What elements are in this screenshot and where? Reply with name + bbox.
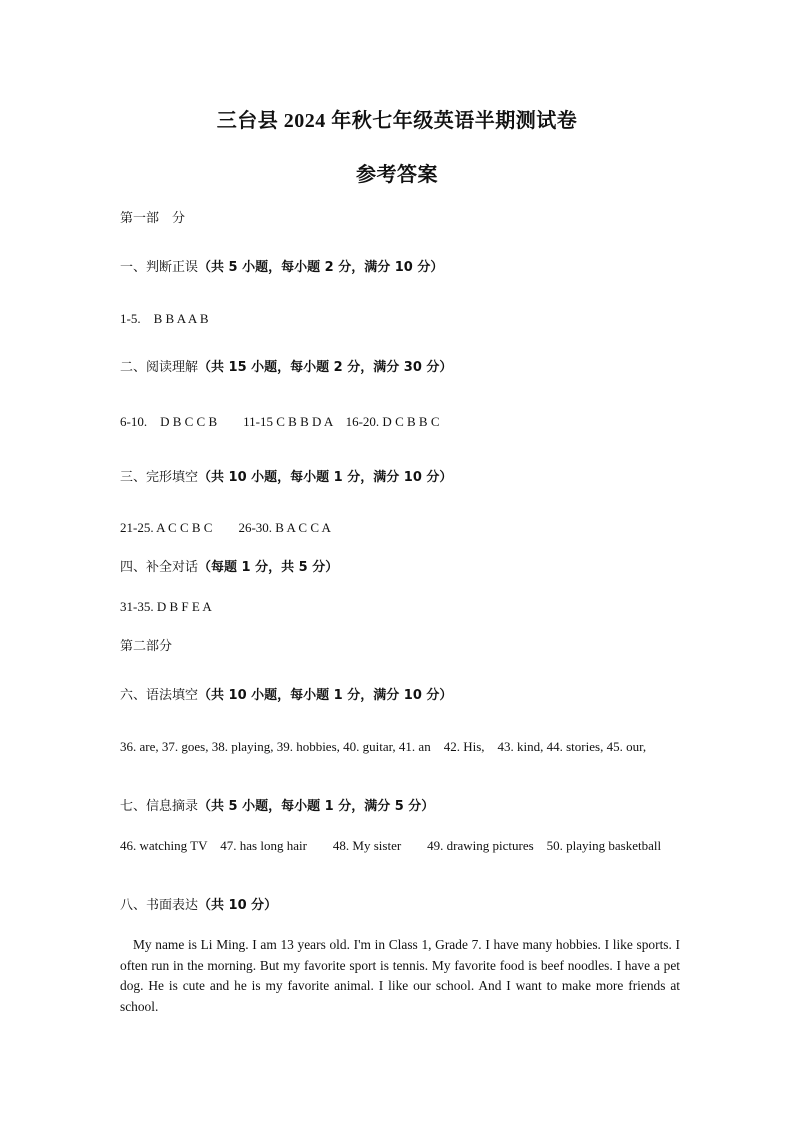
answers-31-35: 31-35. D B F E A (120, 599, 212, 614)
sample-essay: My name is Li Ming. I am 13 years old. I'm in Class 1, Grade 7. I have many hobbies. I like sports. I often run in the morning. But my favorite sport is tennis. My favorite food is beef noodles. I have a pet dog. He is cute and he is my favorite animal. I like our school. And I want to make more friends at school. (120, 937, 680, 1014)
answers-46-50: 46. watching TV 47. has long hair 48. My sister 49. drawing pictures 50. playing basketball (120, 838, 662, 853)
section-name: 三、完形填空 (120, 470, 199, 485)
section-note: （每题 1 分，共 5 分） (198, 560, 339, 575)
section-note: （共 15 小题，每小题 2 分，满分 30 分） (198, 360, 453, 375)
section-note: （共 10 分） (198, 898, 278, 913)
section-heading-info (120, 797, 680, 817)
section-name: 一、判断正误 (120, 260, 199, 275)
section-note: （共 10 小题，每小题 1 分，满分 10 分） (198, 470, 453, 485)
section-name: 六、语法填空 (120, 688, 199, 703)
part-one-label: 第一部 分 (120, 211, 186, 226)
answers-6-20: 6-10. D B C C B 11-15 C B B D A 16-20. D C B B C (120, 414, 440, 429)
section-note: （共 5 小题，每小题 1 分，满分 5 分） (198, 799, 435, 814)
section-heading-grammar (120, 686, 680, 706)
section-heading-cloze (120, 468, 680, 488)
answers-1-5: 1-5. B B A A B (120, 311, 209, 326)
page-title: 三台县 2024 年秋七年级英语半期测试卷 (216, 110, 578, 132)
section-heading-reading (120, 358, 680, 378)
section-heading-true-false (120, 258, 680, 278)
section-heading-dialogue (120, 558, 680, 578)
section-heading-writing (120, 896, 680, 916)
section-note: （共 5 小题，每小题 2 分，满分 10 分） (198, 260, 444, 275)
part-two-label: 第二部分 (120, 639, 173, 654)
answers-21-30: 21-25. A C C B C 26-30. B A C C A (120, 520, 331, 535)
section-name: 八、书面表达 (120, 898, 199, 913)
section-name: 七、信息摘录 (120, 799, 199, 814)
section-name: 四、补全对话 (120, 560, 199, 575)
page-subtitle: 参考答案 (356, 164, 438, 186)
section-note: （共 10 小题，每小题 1 分，满分 10 分） (198, 688, 453, 703)
section-name: 二、阅读理解 (120, 360, 199, 375)
answers-36-45: 36. are, 37. goes, 38. playing, 39. hobbies, 40. guitar, 41. an 42. His, 43. kind, 44. stories, 45. our, (120, 739, 647, 754)
